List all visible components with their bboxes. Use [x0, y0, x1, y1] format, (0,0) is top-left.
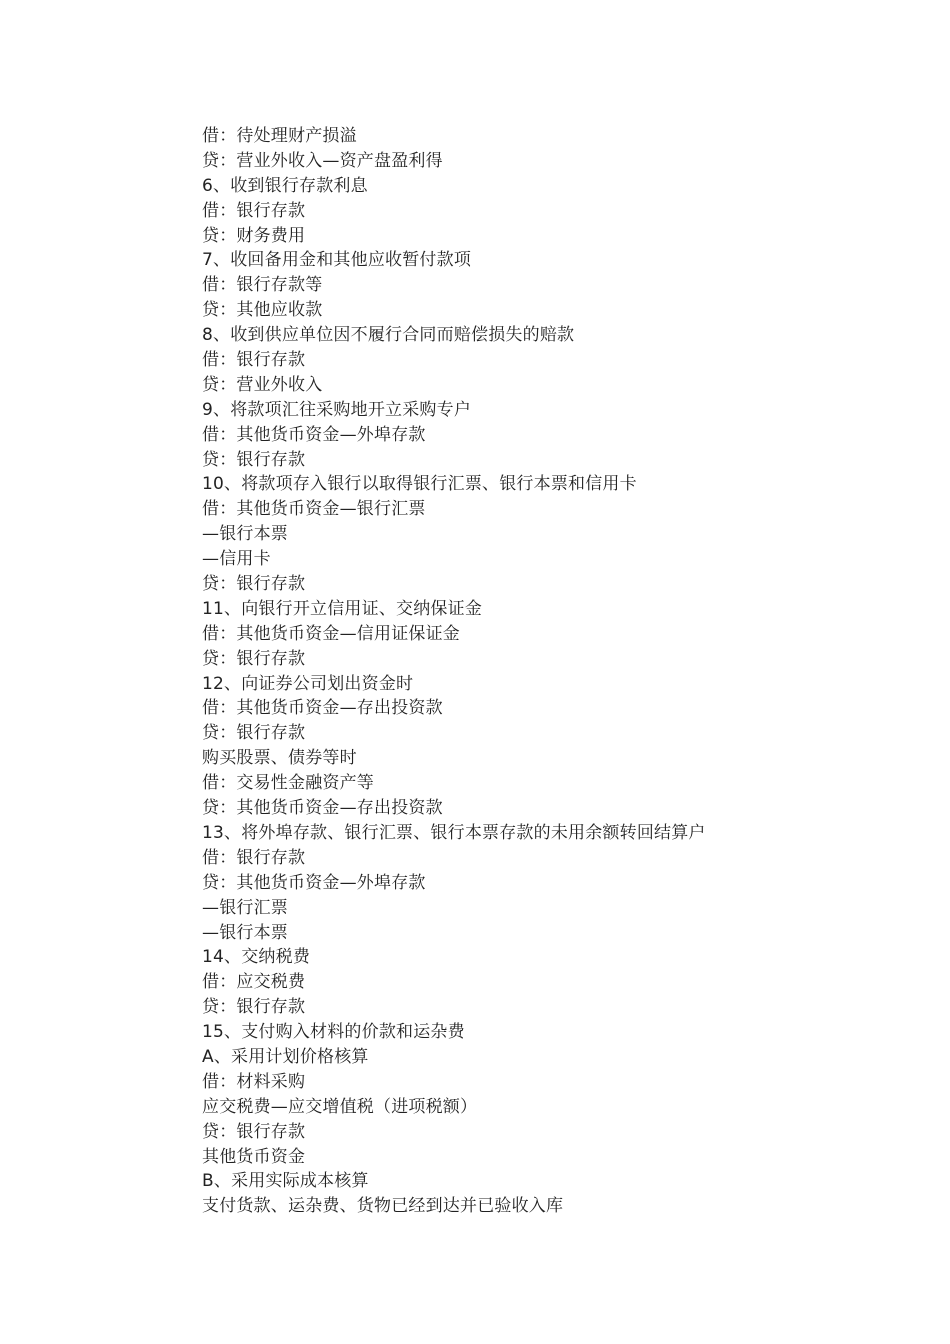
- text-line: 借：其他货币资金—信用证保证金: [202, 623, 460, 644]
- text-line: 借：其他货币资金—银行汇票: [202, 499, 426, 520]
- text-line: 借：其他货币资金—外埠存款: [202, 424, 426, 445]
- sub-heading: A、采用计划价格核算: [202, 1046, 369, 1067]
- text-line: 贷：其他货币资金—存出投资款: [202, 798, 443, 819]
- section-heading: 9、将款项汇往采购地开立采购专户: [202, 399, 472, 420]
- text-line: 贷：银行存款: [202, 574, 306, 595]
- text-line: 贷：银行存款: [202, 997, 306, 1018]
- section-heading: 10、将款项存入银行以取得银行汇票、银行本票和信用卡: [202, 474, 637, 495]
- text-line: 借：材料采购: [202, 1071, 306, 1092]
- text-line: 借：待处理财产损溢: [202, 126, 357, 146]
- section-heading: 15、支付购入材料的价款和运杂费: [202, 1022, 465, 1043]
- text-line: 贷：银行存款: [202, 1121, 306, 1142]
- text-line: 借：银行存款: [202, 200, 306, 221]
- section-heading: 14、交纳税费: [202, 947, 311, 968]
- document-body: [202, 124, 902, 1219]
- text-line: 贷：财务费用: [202, 225, 306, 246]
- text-line: 贷：其他货币资金—外埠存款: [202, 872, 426, 893]
- text-line: 借：应交税费: [202, 972, 306, 993]
- text-line: 贷：银行存款: [202, 449, 306, 470]
- text-line: 借：交易性金融资产等: [202, 773, 374, 794]
- text-line: 购买股票、债券等时: [202, 748, 357, 769]
- section-heading: 13、将外埠存款、银行汇票、银行本票存款的未用余额转回结算户: [202, 822, 706, 843]
- section-heading: 7、收回备用金和其他应收暂付款项: [202, 250, 472, 271]
- text-line: 贷：银行存款: [202, 723, 306, 744]
- text-line: 借：其他货币资金—存出投资款: [202, 698, 443, 719]
- section-heading: 11、向银行开立信用证、交纳保证金: [202, 598, 483, 619]
- section-heading: 6、收到银行存款利息: [202, 175, 368, 196]
- text-line: 借：银行存款: [202, 847, 306, 868]
- sub-heading: B、采用实际成本核算: [202, 1171, 369, 1192]
- text-line: 贷：银行存款: [202, 648, 306, 669]
- text-line: 支付货款、运杂费、货物已经到达并已验收入库: [202, 1196, 564, 1217]
- text-line: 贷：营业外收入: [202, 374, 323, 395]
- text-line: 借：银行存款: [202, 350, 306, 371]
- text-line: 借：银行存款等: [202, 275, 323, 296]
- text-line: —银行本票: [202, 524, 288, 545]
- text-line: —银行本票: [202, 922, 288, 943]
- text-line: 贷：营业外收入—资产盘盈利得: [202, 150, 443, 171]
- text-line: 贷：其他应收款: [202, 300, 323, 321]
- section-heading: 12、向证券公司划出资金时: [202, 673, 414, 694]
- text-line: 应交税费—应交增值税（进项税额）: [202, 1096, 478, 1117]
- text-line: 其他货币资金: [202, 1146, 306, 1167]
- text-line: —信用卡: [202, 549, 271, 570]
- text-line: —银行汇票: [202, 897, 288, 918]
- section-heading: 8、收到供应单位因不履行合同而赔偿损失的赔款: [202, 325, 575, 346]
